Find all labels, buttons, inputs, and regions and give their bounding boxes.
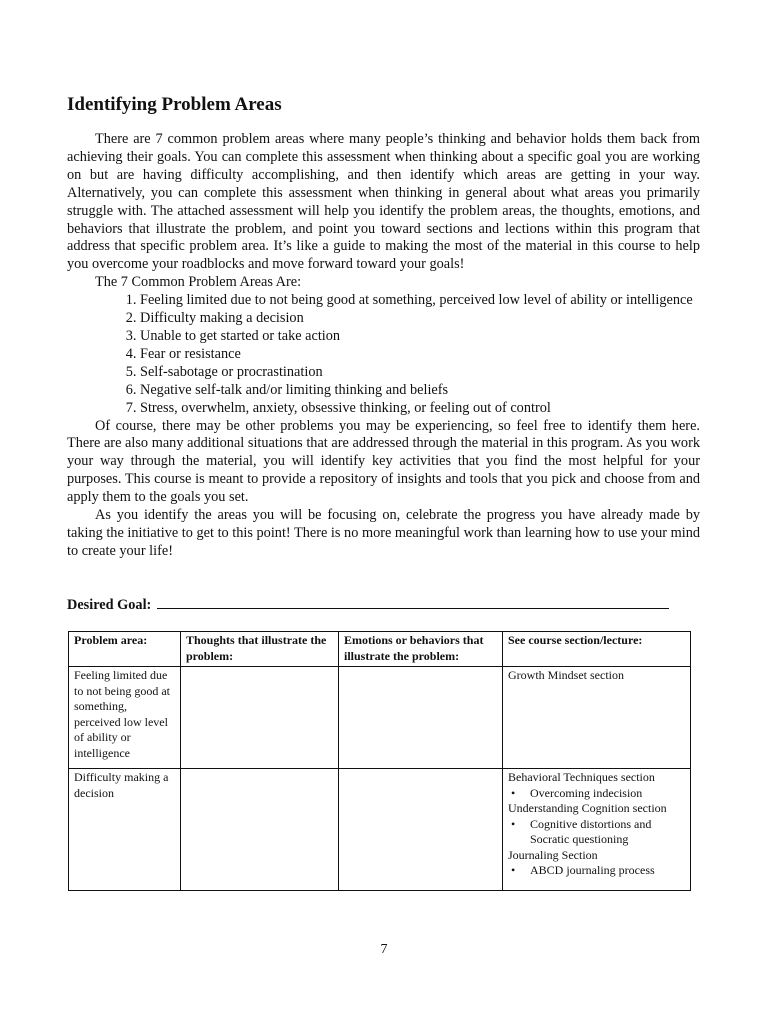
emotions-cell[interactable] (339, 769, 503, 891)
thoughts-cell[interactable] (181, 667, 339, 769)
list-item: 6. Negative self-talk and/or limiting thinking and beliefs (140, 382, 700, 400)
section-line: Behavioral Techniques section (508, 770, 655, 784)
thoughts-cell[interactable] (181, 769, 339, 891)
table-header-row (69, 632, 691, 667)
problem-cell: Feeling limited due to not being good at something, perceived low level of ability or intelligence (69, 667, 181, 769)
other-problems-paragraph: Of course, there may be other problems you may be experiencing, so feel free to identify them here. There are also many additional situations that are addressed through the material in this program. As you work your way through the material, you will identify key activities that you find the most helpful for your purposes. This course is meant to provide a repository of insights and tools that you pick and choose from and apply them to the goals you set. (67, 417, 700, 506)
desired-goal-field (67, 596, 687, 614)
list-item: 1. Feeling limited due to not being good at something, perceived low level of ability or intelligence (140, 292, 700, 310)
intro-paragraph: There are 7 common problem areas where many people’s thinking and behavior holds them back from achieving their goals. You can complete this assessment when thinking about a specific goal you are working on but are having difficulty accomplishing, and then identify which areas are getting in your way. Alternatively, you can complete this assessment when thinking in general about what areas you primarily struggle with. The attached assessment will help you identify the problem areas, the thoughts, emotions, and behaviors that illustrate the problem, and point you toward sections and lections within this program that address that specific problem area. It’s like a guide to making the most of the material in this course to help you overcome your roadblocks and move forward toward your goals! (67, 131, 700, 273)
list-item: 3. Unable to get started or take action (140, 328, 700, 346)
header-course-section: See course section/lecture: (503, 632, 691, 667)
course-section-cell (503, 769, 691, 891)
section-bullet: • ABCD journaling process (508, 863, 685, 879)
section-line: Understanding Cognition section (508, 801, 667, 815)
page-title: Identifying Problem Areas (67, 94, 282, 115)
list-heading: The 7 Common Problem Areas Are: (95, 274, 302, 291)
course-section-cell (503, 667, 691, 769)
table-row (69, 667, 691, 769)
assessment-table (68, 631, 691, 891)
emotions-cell[interactable] (339, 667, 503, 769)
list-item: 4. Fear or resistance (140, 346, 700, 364)
table-row (69, 769, 691, 891)
section-line: Journaling Section (508, 847, 598, 862)
header-problem-area: Problem area: (69, 632, 181, 667)
page-number: 7 (380, 942, 388, 957)
header-thoughts: Thoughts that illustrate the problem: (181, 632, 339, 667)
problem-areas-list (67, 292, 700, 417)
desired-goal-blank[interactable] (157, 596, 669, 609)
list-item: 7. Stress, overwhelm, anxiety, obsessive thinking, or feeling out of control (140, 400, 700, 418)
section-line: Growth Mindset section (508, 668, 624, 682)
list-item: 5. Self-sabotage or procrastination (140, 364, 700, 382)
header-emotions: Emotions or behaviors that illustrate the problem: (339, 632, 503, 667)
list-item: 2. Difficulty making a decision (140, 310, 700, 328)
section-bullet: • Cognitive distortions and Socratic questioning (508, 817, 685, 848)
body-text (67, 131, 700, 561)
problem-cell: Difficulty making a decision (69, 769, 181, 891)
closing-paragraph: As you identify the areas you will be focusing on, celebrate the progress you have already made by taking the initiative to get to this point! There is no more meaningful work than learning how to use your mind to create your life! (67, 507, 700, 559)
desired-goal-label: Desired Goal: (67, 597, 152, 613)
section-bullet: • Overcoming indecision (508, 786, 685, 802)
